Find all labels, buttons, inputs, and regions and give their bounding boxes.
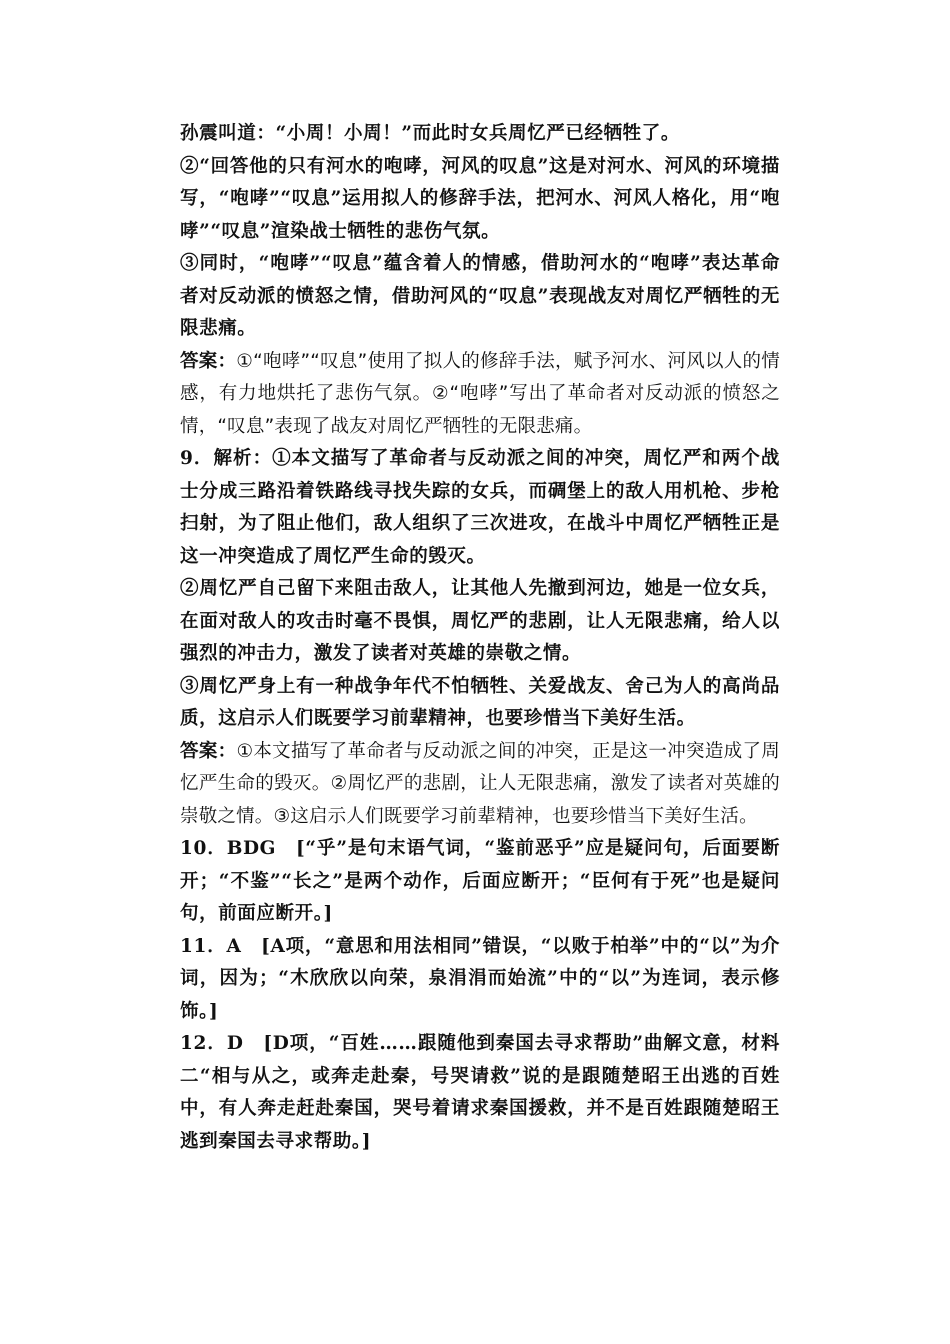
paragraph-question-12: 12．D [D项，“百姓……跟随他到秦国去寻求帮助”曲解文意，材料二“相与从之，或奔走赴秦，号哭请救”说的是跟随楚昭王出逃的百姓中，有人奔走赶赴秦国，哭号着请求秦国援救，并不是百姓跟随楚昭王逃到秦国去寻求帮助。] xyxy=(180,1033,780,1152)
answer-label: 答案： xyxy=(180,740,237,762)
answer-text: ①“咆哮”“叹息”使用了拟人的修辞手法，赋予河水、河风以人的情感，有力地烘托了悲伤气氛。②“咆哮”写出了革命者对反动派的愤怒之情，“叹息”表现了战友对周忆严牺牲的无限悲痛。 xyxy=(180,350,781,437)
paragraph-analysis: ②周忆严自己留下来阻击敌人，让其他人先撤到河边，她是一位女兵，在面对敌人的攻击时毫不畏惧，周忆严的悲剧，让人无限悲痛，给人以强烈的冲击力，激发了读者对英雄的崇敬之情。 xyxy=(180,578,780,664)
paragraph-answer xyxy=(180,346,780,444)
paragraph-analysis: ③周忆严身上有一种战争年代不怕牺牲、关爱战友、舍己为人的高尚品质，这启示人们既要学习前辈精神，也要珍惜当下美好生活。 xyxy=(180,675,780,729)
answer-label: 答案： xyxy=(180,350,237,372)
paragraph-analysis: 孙震叫道：“小周！小周！”而此时女兵周忆严已经牺牲了。 xyxy=(180,123,680,144)
paragraph-analysis: 9．解析：①本文描写了革命者与反动派之间的冲突，周忆严和两个战士分成三路沿着铁路线寻找失踪的女兵，而碉堡上的敌人用机枪、步枪扫射，为了阻止他们，敌人组织了三次进攻，在战斗中周忆严牺牲正是这一冲突造成了周忆严生命的毁灭。 xyxy=(180,448,780,567)
paragraph-question-10: 10．BDG [“乎”是句末语气词，“鉴前恶乎”应是疑问句，后面要断开；“不鉴”“长之”是两个动作，后面应断开；“臣何有于死”也是疑问句，前面应断开。] xyxy=(180,838,780,924)
paragraph-analysis: ②“回答他的只有河水的咆哮，河风的叹息”这是对河水、河风的环境描写，“咆哮”“叹息”运用拟人的修辞手法，把河水、河风人格化，用“咆哮”“叹息”渲染战士牺牲的悲伤气氛。 xyxy=(180,155,780,242)
paragraph-answer xyxy=(180,736,780,834)
document-page xyxy=(180,118,780,1158)
answer-text: ①本文描写了革命者与反动派之间的冲突，正是这一冲突造成了周忆严生命的毁灭。②周忆严的悲剧，让人无限悲痛，激发了读者对英雄的崇敬之情。③这启示人们既要学习前辈精神，也要珍惜当下美好生活。 xyxy=(180,740,781,827)
paragraph-analysis: ③同时，“咆哮”“叹息”蕴含着人的情感，借助河水的“咆哮”表达革命者对反动派的愤怒之情，借助河风的“叹息”表现战友对周忆严牺牲的无限悲痛。 xyxy=(180,253,780,339)
paragraph-question-11: 11．A [A项，“意思和用法相同”错误，“以败于柏举”中的“以”为介词，因为；“木欣欣以向荣，泉涓涓而始流”中的“以”为连词，表示修饰。] xyxy=(180,935,780,1022)
